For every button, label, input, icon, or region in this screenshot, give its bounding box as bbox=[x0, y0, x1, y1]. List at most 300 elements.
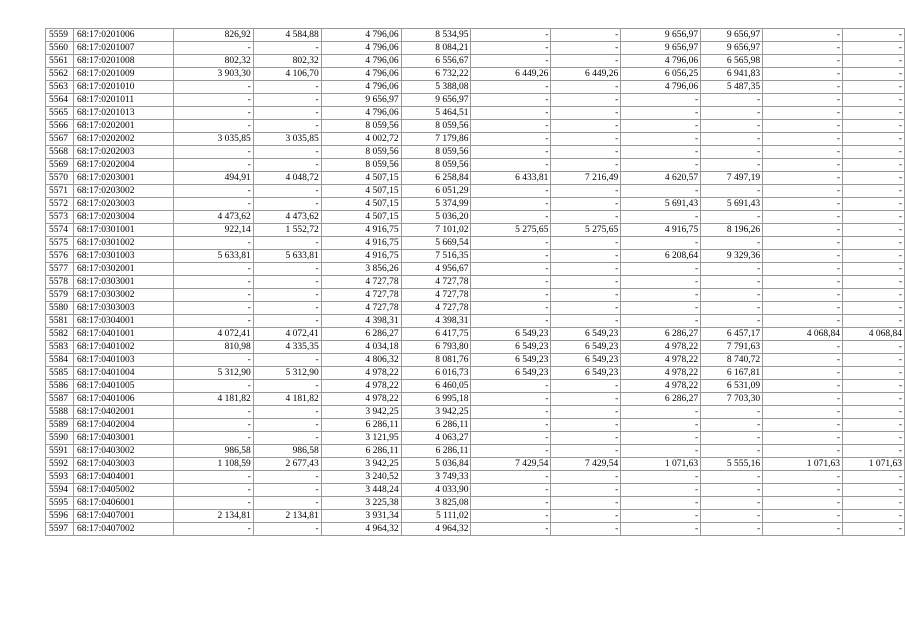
value-cell[interactable]: 3 856,26 bbox=[321, 263, 401, 276]
value-cell[interactable]: - bbox=[471, 471, 551, 484]
value-cell[interactable]: - bbox=[173, 484, 253, 497]
value-cell[interactable]: 4 978,22 bbox=[621, 367, 701, 380]
value-cell[interactable]: 7 101,02 bbox=[401, 224, 471, 237]
value-cell[interactable]: - bbox=[621, 211, 701, 224]
value-cell[interactable]: - bbox=[843, 510, 905, 523]
value-cell[interactable]: 3 825,08 bbox=[401, 497, 471, 510]
value-cell[interactable]: - bbox=[551, 185, 621, 198]
value-cell[interactable]: - bbox=[621, 471, 701, 484]
value-cell[interactable]: 9 656,97 bbox=[701, 42, 763, 55]
value-cell[interactable]: 3 035,85 bbox=[253, 133, 321, 146]
value-cell[interactable]: - bbox=[551, 276, 621, 289]
row-number-cell[interactable]: 5572 bbox=[46, 198, 74, 211]
value-cell[interactable]: 4 727,78 bbox=[401, 276, 471, 289]
value-cell[interactable]: - bbox=[471, 211, 551, 224]
value-cell[interactable]: - bbox=[621, 133, 701, 146]
value-cell[interactable]: - bbox=[551, 484, 621, 497]
value-cell[interactable]: - bbox=[471, 432, 551, 445]
value-cell[interactable]: 4 033,90 bbox=[401, 484, 471, 497]
value-cell[interactable]: - bbox=[253, 263, 321, 276]
value-cell[interactable]: - bbox=[173, 354, 253, 367]
cadastral-code-cell[interactable]: 68:17:0404001 bbox=[73, 471, 173, 484]
value-cell[interactable]: - bbox=[763, 159, 843, 172]
value-cell[interactable]: - bbox=[763, 523, 843, 536]
value-cell[interactable]: 7 216,49 bbox=[551, 172, 621, 185]
value-cell[interactable]: - bbox=[471, 81, 551, 94]
value-cell[interactable]: - bbox=[843, 133, 905, 146]
value-cell[interactable]: 7 497,19 bbox=[701, 172, 763, 185]
value-cell[interactable]: 986,58 bbox=[253, 445, 321, 458]
value-cell[interactable]: - bbox=[471, 523, 551, 536]
value-cell[interactable]: 4 916,75 bbox=[321, 250, 401, 263]
value-cell[interactable]: - bbox=[253, 159, 321, 172]
value-cell[interactable]: 2 677,43 bbox=[253, 458, 321, 471]
value-cell[interactable]: 6 208,64 bbox=[621, 250, 701, 263]
value-cell[interactable]: - bbox=[701, 120, 763, 133]
value-cell[interactable]: 6 449,26 bbox=[551, 68, 621, 81]
value-cell[interactable]: - bbox=[551, 497, 621, 510]
value-cell[interactable]: - bbox=[253, 380, 321, 393]
cadastral-code-cell[interactable]: 68:17:0201011 bbox=[73, 94, 173, 107]
value-cell[interactable]: - bbox=[763, 263, 843, 276]
value-cell[interactable]: 4 796,06 bbox=[321, 55, 401, 68]
cadastral-code-cell[interactable]: 68:17:0407002 bbox=[73, 523, 173, 536]
value-cell[interactable]: 826,92 bbox=[173, 29, 253, 42]
value-cell[interactable]: - bbox=[621, 120, 701, 133]
value-cell[interactable]: 9 329,36 bbox=[701, 250, 763, 263]
value-cell[interactable]: 6 531,09 bbox=[701, 380, 763, 393]
value-cell[interactable]: 7 429,54 bbox=[471, 458, 551, 471]
row-number-cell[interactable]: 5573 bbox=[46, 211, 74, 224]
value-cell[interactable]: 4 978,22 bbox=[621, 341, 701, 354]
value-cell[interactable]: - bbox=[843, 406, 905, 419]
value-cell[interactable]: - bbox=[621, 146, 701, 159]
value-cell[interactable]: - bbox=[763, 198, 843, 211]
value-cell[interactable]: 4 727,78 bbox=[321, 289, 401, 302]
value-cell[interactable]: - bbox=[173, 237, 253, 250]
value-cell[interactable]: 6 793,80 bbox=[401, 341, 471, 354]
value-cell[interactable]: 8 059,56 bbox=[321, 120, 401, 133]
value-cell[interactable]: - bbox=[471, 55, 551, 68]
value-cell[interactable]: 1 071,63 bbox=[843, 458, 905, 471]
value-cell[interactable]: - bbox=[471, 289, 551, 302]
value-cell[interactable]: 4 956,67 bbox=[401, 263, 471, 276]
value-cell[interactable]: - bbox=[763, 497, 843, 510]
value-cell[interactable]: - bbox=[253, 432, 321, 445]
value-cell[interactable]: - bbox=[843, 224, 905, 237]
value-cell[interactable]: - bbox=[843, 380, 905, 393]
row-number-cell[interactable]: 5571 bbox=[46, 185, 74, 198]
value-cell[interactable]: - bbox=[551, 393, 621, 406]
value-cell[interactable]: 6 549,23 bbox=[551, 367, 621, 380]
value-cell[interactable]: 6 286,27 bbox=[621, 393, 701, 406]
value-cell[interactable]: - bbox=[763, 315, 843, 328]
value-cell[interactable]: 6 941,83 bbox=[701, 68, 763, 81]
value-cell[interactable]: - bbox=[843, 263, 905, 276]
value-cell[interactable]: - bbox=[173, 289, 253, 302]
value-cell[interactable]: - bbox=[763, 289, 843, 302]
value-cell[interactable]: - bbox=[763, 419, 843, 432]
value-cell[interactable]: - bbox=[843, 432, 905, 445]
value-cell[interactable]: 5 669,54 bbox=[401, 237, 471, 250]
value-cell[interactable]: 4 063,27 bbox=[401, 432, 471, 445]
value-cell[interactable]: - bbox=[843, 211, 905, 224]
cadastral-code-cell[interactable]: 68:17:0203002 bbox=[73, 185, 173, 198]
value-cell[interactable]: 5 464,51 bbox=[401, 107, 471, 120]
value-cell[interactable]: - bbox=[843, 341, 905, 354]
value-cell[interactable]: - bbox=[843, 393, 905, 406]
value-cell[interactable]: 6 167,81 bbox=[701, 367, 763, 380]
value-cell[interactable]: 7 703,30 bbox=[701, 393, 763, 406]
value-cell[interactable]: - bbox=[471, 393, 551, 406]
value-cell[interactable]: - bbox=[253, 237, 321, 250]
value-cell[interactable]: - bbox=[173, 276, 253, 289]
value-cell[interactable]: 4 978,22 bbox=[321, 380, 401, 393]
value-cell[interactable]: - bbox=[701, 107, 763, 120]
row-number-cell[interactable]: 5575 bbox=[46, 237, 74, 250]
value-cell[interactable]: 4 507,15 bbox=[321, 198, 401, 211]
value-cell[interactable]: - bbox=[763, 237, 843, 250]
value-cell[interactable]: - bbox=[763, 120, 843, 133]
row-number-cell[interactable]: 5590 bbox=[46, 432, 74, 445]
value-cell[interactable]: - bbox=[763, 432, 843, 445]
row-number-cell[interactable]: 5564 bbox=[46, 94, 74, 107]
value-cell[interactable]: - bbox=[843, 289, 905, 302]
cadastral-code-cell[interactable]: 68:17:0304001 bbox=[73, 315, 173, 328]
value-cell[interactable]: 4 796,06 bbox=[321, 81, 401, 94]
value-cell[interactable]: - bbox=[551, 237, 621, 250]
row-number-cell[interactable]: 5560 bbox=[46, 42, 74, 55]
value-cell[interactable]: 4 507,15 bbox=[321, 185, 401, 198]
value-cell[interactable]: - bbox=[551, 419, 621, 432]
value-cell[interactable]: 7 516,35 bbox=[401, 250, 471, 263]
value-cell[interactable]: - bbox=[173, 315, 253, 328]
value-cell[interactable]: - bbox=[471, 445, 551, 458]
cadastral-code-cell[interactable]: 68:17:0201010 bbox=[73, 81, 173, 94]
value-cell[interactable]: 8 196,26 bbox=[701, 224, 763, 237]
row-number-cell[interactable]: 5593 bbox=[46, 471, 74, 484]
value-cell[interactable]: 4 796,06 bbox=[321, 29, 401, 42]
value-cell[interactable]: 4 398,31 bbox=[401, 315, 471, 328]
value-cell[interactable]: - bbox=[551, 55, 621, 68]
value-cell[interactable]: - bbox=[621, 289, 701, 302]
cadastral-code-cell[interactable]: 68:17:0201007 bbox=[73, 42, 173, 55]
value-cell[interactable]: 4 473,62 bbox=[253, 211, 321, 224]
value-cell[interactable]: - bbox=[551, 133, 621, 146]
value-cell[interactable]: - bbox=[763, 29, 843, 42]
value-cell[interactable]: - bbox=[551, 406, 621, 419]
value-cell[interactable]: - bbox=[621, 406, 701, 419]
value-cell[interactable]: 4 796,06 bbox=[321, 42, 401, 55]
value-cell[interactable]: - bbox=[621, 302, 701, 315]
cadastral-code-cell[interactable]: 68:17:0301003 bbox=[73, 250, 173, 263]
value-cell[interactable]: 4 068,84 bbox=[763, 328, 843, 341]
value-cell[interactable]: - bbox=[843, 172, 905, 185]
value-cell[interactable]: 4 507,15 bbox=[321, 211, 401, 224]
value-cell[interactable]: - bbox=[173, 198, 253, 211]
value-cell[interactable]: 4 964,32 bbox=[321, 523, 401, 536]
value-cell[interactable]: - bbox=[843, 302, 905, 315]
value-cell[interactable]: 9 656,97 bbox=[321, 94, 401, 107]
value-cell[interactable]: 4 181,82 bbox=[253, 393, 321, 406]
value-cell[interactable]: 4 916,75 bbox=[321, 224, 401, 237]
value-cell[interactable]: - bbox=[253, 107, 321, 120]
cadastral-code-cell[interactable]: 68:17:0303003 bbox=[73, 302, 173, 315]
value-cell[interactable]: - bbox=[551, 510, 621, 523]
value-cell[interactable]: - bbox=[471, 185, 551, 198]
value-cell[interactable]: - bbox=[763, 367, 843, 380]
value-cell[interactable]: - bbox=[843, 315, 905, 328]
value-cell[interactable]: 6 286,11 bbox=[401, 419, 471, 432]
value-cell[interactable]: 4 048,72 bbox=[253, 172, 321, 185]
cadastral-code-cell[interactable]: 68:17:0402004 bbox=[73, 419, 173, 432]
value-cell[interactable]: - bbox=[173, 380, 253, 393]
value-cell[interactable]: 810,98 bbox=[173, 341, 253, 354]
value-cell[interactable]: - bbox=[253, 497, 321, 510]
value-cell[interactable]: - bbox=[701, 133, 763, 146]
value-cell[interactable]: - bbox=[701, 159, 763, 172]
value-cell[interactable]: - bbox=[843, 55, 905, 68]
value-cell[interactable]: 9 656,97 bbox=[701, 29, 763, 42]
value-cell[interactable]: - bbox=[843, 120, 905, 133]
value-cell[interactable]: - bbox=[763, 250, 843, 263]
value-cell[interactable]: - bbox=[621, 315, 701, 328]
value-cell[interactable]: 6 549,23 bbox=[471, 341, 551, 354]
value-cell[interactable]: 4 398,31 bbox=[321, 315, 401, 328]
value-cell[interactable]: - bbox=[843, 146, 905, 159]
value-cell[interactable]: 6 995,18 bbox=[401, 393, 471, 406]
value-cell[interactable]: - bbox=[551, 211, 621, 224]
value-cell[interactable]: 5 111,02 bbox=[401, 510, 471, 523]
value-cell[interactable]: 8 084,21 bbox=[401, 42, 471, 55]
value-cell[interactable]: - bbox=[763, 133, 843, 146]
value-cell[interactable]: - bbox=[471, 510, 551, 523]
value-cell[interactable]: 6 549,23 bbox=[551, 354, 621, 367]
value-cell[interactable]: 4 335,35 bbox=[253, 341, 321, 354]
value-cell[interactable]: 8 059,56 bbox=[321, 159, 401, 172]
value-cell[interactable]: 802,32 bbox=[173, 55, 253, 68]
value-cell[interactable]: - bbox=[551, 107, 621, 120]
row-number-cell[interactable]: 5574 bbox=[46, 224, 74, 237]
value-cell[interactable]: - bbox=[621, 263, 701, 276]
value-cell[interactable]: - bbox=[471, 380, 551, 393]
value-cell[interactable]: - bbox=[701, 289, 763, 302]
value-cell[interactable]: - bbox=[551, 120, 621, 133]
value-cell[interactable]: 7 179,86 bbox=[401, 133, 471, 146]
value-cell[interactable]: 6 286,11 bbox=[321, 445, 401, 458]
value-cell[interactable]: 9 656,97 bbox=[621, 42, 701, 55]
value-cell[interactable]: - bbox=[763, 471, 843, 484]
value-cell[interactable]: 3 749,33 bbox=[401, 471, 471, 484]
value-cell[interactable]: - bbox=[471, 250, 551, 263]
value-cell[interactable]: 4 473,62 bbox=[173, 211, 253, 224]
value-cell[interactable]: - bbox=[471, 237, 551, 250]
cadastral-code-cell[interactable]: 68:17:0407001 bbox=[73, 510, 173, 523]
row-number-cell[interactable]: 5559 bbox=[46, 29, 74, 42]
row-number-cell[interactable]: 5597 bbox=[46, 523, 74, 536]
value-cell[interactable]: - bbox=[253, 471, 321, 484]
value-cell[interactable]: - bbox=[471, 484, 551, 497]
value-cell[interactable]: - bbox=[253, 120, 321, 133]
value-cell[interactable]: 8 740,72 bbox=[701, 354, 763, 367]
value-cell[interactable]: - bbox=[843, 68, 905, 81]
value-cell[interactable]: 3 942,25 bbox=[321, 458, 401, 471]
value-cell[interactable]: 4 978,22 bbox=[621, 380, 701, 393]
value-cell[interactable]: - bbox=[471, 120, 551, 133]
value-cell[interactable]: - bbox=[843, 198, 905, 211]
row-number-cell[interactable]: 5565 bbox=[46, 107, 74, 120]
row-number-cell[interactable]: 5576 bbox=[46, 250, 74, 263]
value-cell[interactable]: - bbox=[621, 276, 701, 289]
value-cell[interactable]: 494,91 bbox=[173, 172, 253, 185]
value-cell[interactable]: - bbox=[621, 419, 701, 432]
row-number-cell[interactable]: 5562 bbox=[46, 68, 74, 81]
value-cell[interactable]: - bbox=[471, 159, 551, 172]
cadastral-code-cell[interactable]: 68:17:0201008 bbox=[73, 55, 173, 68]
value-cell[interactable]: 4 796,06 bbox=[621, 81, 701, 94]
row-number-cell[interactable]: 5568 bbox=[46, 146, 74, 159]
value-cell[interactable]: - bbox=[843, 497, 905, 510]
value-cell[interactable]: - bbox=[253, 419, 321, 432]
cadastral-code-cell[interactable]: 68:17:0203001 bbox=[73, 172, 173, 185]
value-cell[interactable]: 4 072,41 bbox=[173, 328, 253, 341]
value-cell[interactable]: - bbox=[551, 159, 621, 172]
row-number-cell[interactable]: 5569 bbox=[46, 159, 74, 172]
value-cell[interactable]: 5 388,08 bbox=[401, 81, 471, 94]
value-cell[interactable]: 1 071,63 bbox=[621, 458, 701, 471]
value-cell[interactable]: - bbox=[621, 159, 701, 172]
value-cell[interactable]: 8 059,56 bbox=[401, 159, 471, 172]
value-cell[interactable]: - bbox=[551, 198, 621, 211]
value-cell[interactable]: - bbox=[701, 237, 763, 250]
value-cell[interactable]: - bbox=[701, 419, 763, 432]
value-cell[interactable]: - bbox=[173, 263, 253, 276]
value-cell[interactable]: - bbox=[763, 42, 843, 55]
value-cell[interactable]: - bbox=[701, 276, 763, 289]
value-cell[interactable]: 3 035,85 bbox=[173, 133, 253, 146]
value-cell[interactable]: 6 258,84 bbox=[401, 172, 471, 185]
value-cell[interactable]: - bbox=[471, 276, 551, 289]
value-cell[interactable]: 4 916,75 bbox=[321, 237, 401, 250]
row-number-cell[interactable]: 5563 bbox=[46, 81, 74, 94]
value-cell[interactable]: - bbox=[621, 107, 701, 120]
value-cell[interactable]: 4 796,06 bbox=[321, 107, 401, 120]
value-cell[interactable]: 3 448,24 bbox=[321, 484, 401, 497]
value-cell[interactable]: - bbox=[253, 185, 321, 198]
value-cell[interactable]: - bbox=[173, 185, 253, 198]
value-cell[interactable]: - bbox=[551, 29, 621, 42]
value-cell[interactable]: - bbox=[763, 510, 843, 523]
value-cell[interactable]: 4 034,18 bbox=[321, 341, 401, 354]
value-cell[interactable]: 6 565,98 bbox=[701, 55, 763, 68]
value-cell[interactable]: 4 727,78 bbox=[321, 276, 401, 289]
value-cell[interactable]: 4 584,88 bbox=[253, 29, 321, 42]
value-cell[interactable]: 5 555,16 bbox=[701, 458, 763, 471]
value-cell[interactable]: - bbox=[551, 289, 621, 302]
value-cell[interactable]: - bbox=[253, 289, 321, 302]
value-cell[interactable]: - bbox=[551, 523, 621, 536]
value-cell[interactable]: - bbox=[701, 315, 763, 328]
value-cell[interactable]: - bbox=[471, 406, 551, 419]
row-number-cell[interactable]: 5586 bbox=[46, 380, 74, 393]
row-number-cell[interactable]: 5595 bbox=[46, 497, 74, 510]
value-cell[interactable]: 4 978,22 bbox=[621, 354, 701, 367]
value-cell[interactable]: 6 286,11 bbox=[401, 445, 471, 458]
cadastral-code-cell[interactable]: 68:17:0203003 bbox=[73, 198, 173, 211]
value-cell[interactable]: - bbox=[471, 133, 551, 146]
value-cell[interactable]: - bbox=[173, 432, 253, 445]
value-cell[interactable]: - bbox=[701, 432, 763, 445]
value-cell[interactable]: - bbox=[843, 159, 905, 172]
value-cell[interactable]: - bbox=[551, 146, 621, 159]
value-cell[interactable]: 6 286,27 bbox=[621, 328, 701, 341]
value-cell[interactable]: 3 931,34 bbox=[321, 510, 401, 523]
value-cell[interactable]: - bbox=[621, 484, 701, 497]
value-cell[interactable]: 4 727,78 bbox=[321, 302, 401, 315]
row-number-cell[interactable]: 5594 bbox=[46, 484, 74, 497]
cadastral-code-cell[interactable]: 68:17:0201009 bbox=[73, 68, 173, 81]
value-cell[interactable]: - bbox=[471, 29, 551, 42]
value-cell[interactable]: - bbox=[701, 523, 763, 536]
value-cell[interactable]: - bbox=[551, 380, 621, 393]
row-number-cell[interactable]: 5585 bbox=[46, 367, 74, 380]
value-cell[interactable]: 5 275,65 bbox=[471, 224, 551, 237]
value-cell[interactable]: - bbox=[173, 81, 253, 94]
value-cell[interactable]: 4 072,41 bbox=[253, 328, 321, 341]
value-cell[interactable]: - bbox=[763, 302, 843, 315]
value-cell[interactable]: - bbox=[253, 42, 321, 55]
value-cell[interactable]: - bbox=[843, 484, 905, 497]
value-cell[interactable]: - bbox=[253, 276, 321, 289]
value-cell[interactable]: - bbox=[843, 367, 905, 380]
value-cell[interactable]: - bbox=[173, 471, 253, 484]
value-cell[interactable]: - bbox=[701, 302, 763, 315]
value-cell[interactable]: - bbox=[843, 250, 905, 263]
value-cell[interactable]: - bbox=[763, 68, 843, 81]
value-cell[interactable]: - bbox=[763, 172, 843, 185]
value-cell[interactable]: 4 978,22 bbox=[321, 393, 401, 406]
value-cell[interactable]: - bbox=[763, 211, 843, 224]
value-cell[interactable]: - bbox=[763, 185, 843, 198]
value-cell[interactable]: - bbox=[763, 146, 843, 159]
value-cell[interactable]: - bbox=[621, 445, 701, 458]
value-cell[interactable]: - bbox=[621, 432, 701, 445]
cadastral-code-cell[interactable]: 68:17:0202001 bbox=[73, 120, 173, 133]
value-cell[interactable]: 6 549,23 bbox=[471, 328, 551, 341]
value-cell[interactable]: 4 727,78 bbox=[401, 289, 471, 302]
value-cell[interactable]: - bbox=[551, 94, 621, 107]
value-cell[interactable]: - bbox=[701, 484, 763, 497]
value-cell[interactable]: 5 036,20 bbox=[401, 211, 471, 224]
value-cell[interactable]: - bbox=[173, 42, 253, 55]
row-number-cell[interactable]: 5589 bbox=[46, 419, 74, 432]
cadastral-code-cell[interactable]: 68:17:0401002 bbox=[73, 341, 173, 354]
cadastral-code-cell[interactable]: 68:17:0301001 bbox=[73, 224, 173, 237]
row-number-cell[interactable]: 5584 bbox=[46, 354, 74, 367]
row-number-cell[interactable]: 5582 bbox=[46, 328, 74, 341]
value-cell[interactable]: - bbox=[843, 237, 905, 250]
value-cell[interactable]: 4 002,72 bbox=[321, 133, 401, 146]
value-cell[interactable]: - bbox=[253, 406, 321, 419]
cadastral-code-cell[interactable]: 68:17:0301002 bbox=[73, 237, 173, 250]
value-cell[interactable]: - bbox=[621, 94, 701, 107]
value-cell[interactable]: 6 449,26 bbox=[471, 68, 551, 81]
value-cell[interactable]: 5 487,35 bbox=[701, 81, 763, 94]
value-cell[interactable]: - bbox=[843, 94, 905, 107]
row-number-cell[interactable]: 5581 bbox=[46, 315, 74, 328]
value-cell[interactable]: 3 942,25 bbox=[321, 406, 401, 419]
value-cell[interactable]: - bbox=[763, 341, 843, 354]
